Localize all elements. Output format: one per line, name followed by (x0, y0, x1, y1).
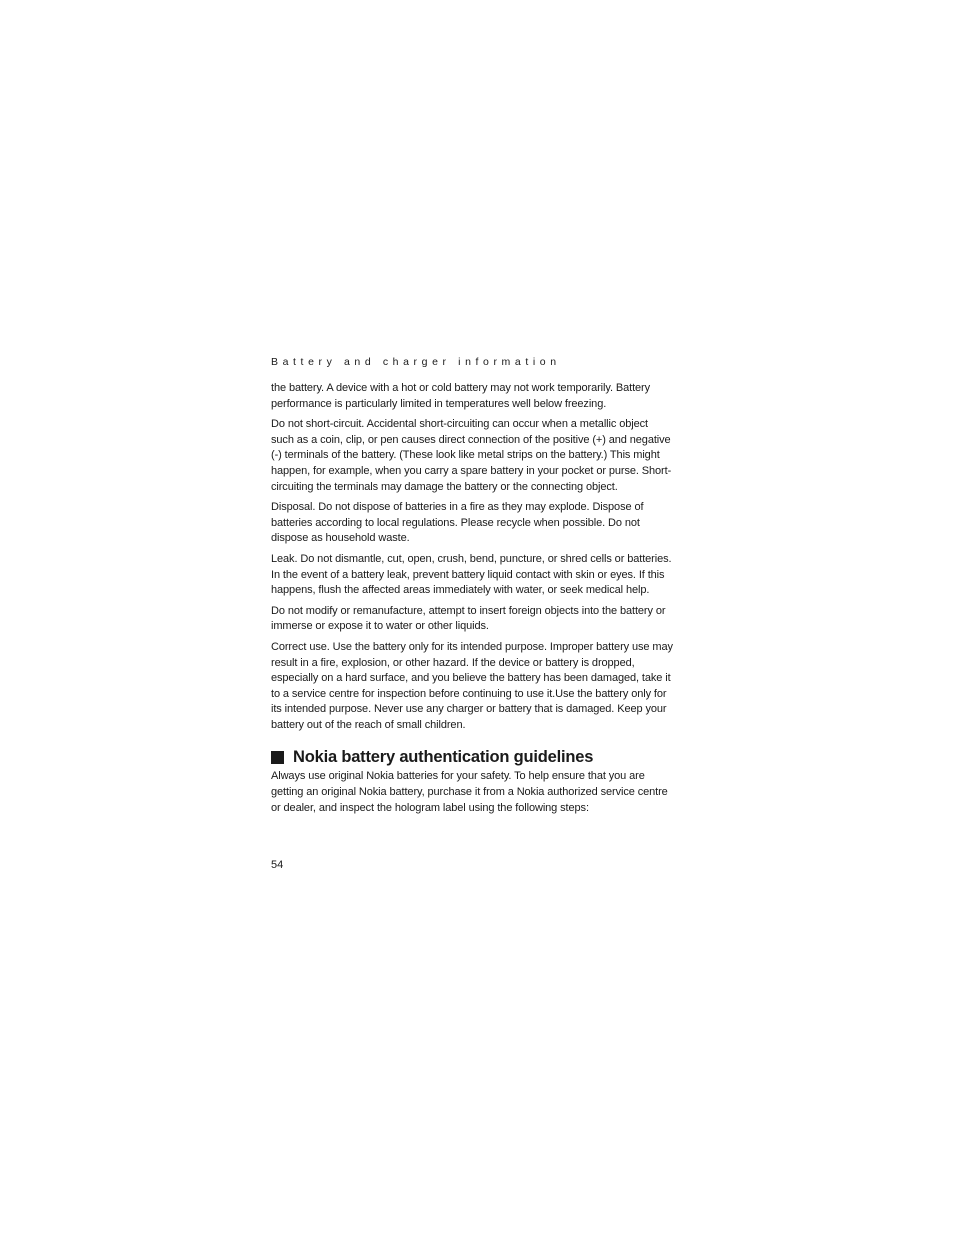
section-heading (271, 747, 673, 767)
paragraph-battery-temperature: the battery. A device with a hot or cold battery may not work temporarily. Battery performance is particularly limited in temperatures well below freezing. (271, 382, 651, 410)
paragraph-modify: Do not modify or remanufacture, attempt to insert foreign objects into the battery or immerse or expose it to water or other liquids. (271, 604, 666, 633)
paragraph-correct-use: Correct use. Use the battery only for its intended purpose. Improper battery use may result in a fire, explosion, or other hazard. If the device or battery is dropped, especially on a hard surface, and you believe the battery has been damaged, take it to a service centre for inspection before continuing to use it.Use the battery only for its intended purpose. Never use any charger or battery that is damaged. Keep your battery out of the reach of small children. (271, 640, 673, 731)
paragraph-disposal: Disposal. Do not dispose of batteries in a fire as they may explode. Dispose of batteries according to local regulations. Please recycle when possible. Do not dispose as household waste. (271, 501, 644, 545)
section-heading-text: Nokia battery authentication guidelines (293, 748, 594, 767)
page-number: 54 (271, 859, 284, 871)
paragraph-leak: Leak. Do not dismantle, cut, open, crush, bend, puncture, or shred cells or batteries. In the event of a battery leak, prevent battery liquid contact with skin or eyes. If this happens, flush the affected areas immediately with water, or seek medical help. (271, 552, 672, 597)
paragraph-short-circuit: Do not short-circuit. Accidental short-circuiting can occur when a metallic object such as a coin, clip, or pen causes direct connection of the positive (+) and negative (-) terminals of the battery. (These look like metal strips on the battery.) This might happen, for example, when you carry a spare battery in your pocket or purse. Short-circuiting the terminals may damage the battery or the connecting object. (271, 418, 672, 493)
running-header: Battery and charger information (271, 356, 561, 368)
square-bullet-icon (271, 751, 284, 764)
page-content (271, 381, 673, 821)
paragraph-authentication-intro: Always use original Nokia batteries for your safety. To help ensure that you are getting an original Nokia battery, purchase it from a Nokia authorized service centre or dealer, and inspect the hologram label using the following steps: (271, 770, 668, 814)
